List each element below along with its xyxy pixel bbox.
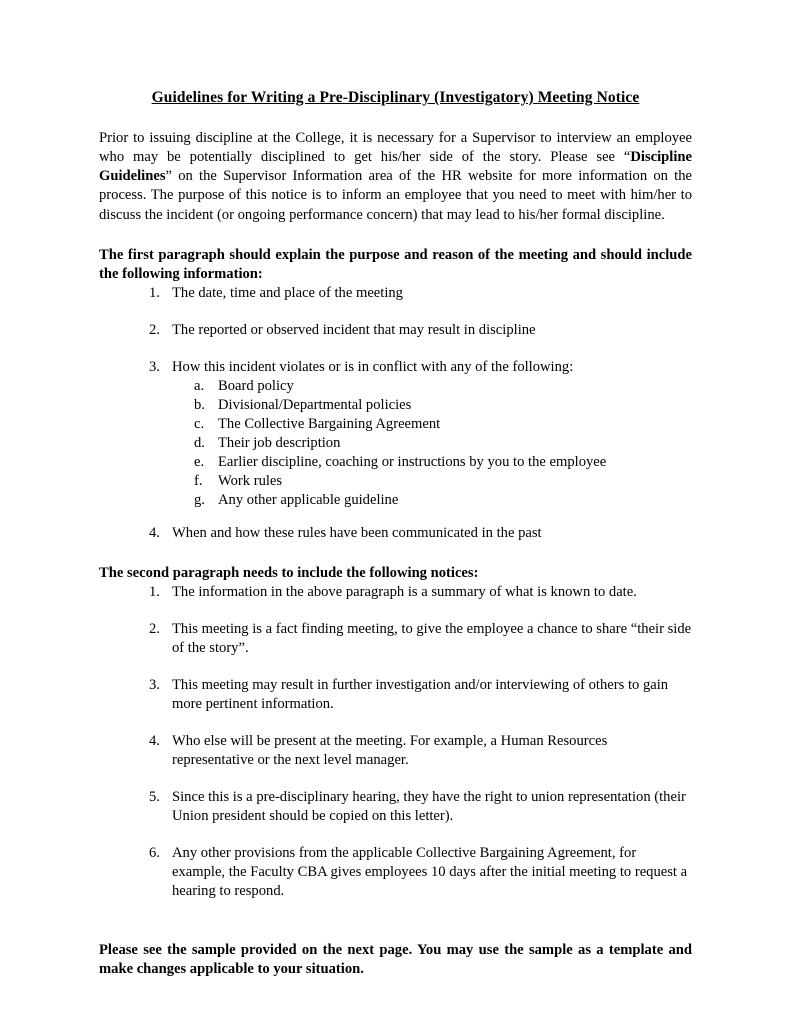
sublist-item [99, 415, 692, 434]
list-item [99, 321, 692, 340]
list-item-text: The date, time and place of the meeting [172, 284, 403, 301]
sublist-item [99, 491, 692, 510]
list-marker: 1. [149, 284, 160, 301]
list-item-text: How this incident violates or is in conflict with any of the following: [172, 358, 574, 375]
list-marker: 3. [149, 358, 160, 375]
sublist-item [99, 434, 692, 453]
list-item-text: When and how these rules have been communicated in the past [172, 524, 542, 541]
intro-paragraph [99, 129, 692, 224]
section-one-sublist [99, 377, 692, 510]
sublist-item-text: Earlier discipline, coaching or instructions by you to the employee [218, 453, 607, 470]
list-marker: 5. [149, 789, 160, 806]
list-item [99, 676, 692, 714]
list-marker: 4. [149, 524, 160, 541]
sublist-marker: e. [194, 453, 205, 470]
sublist-marker: g. [194, 491, 205, 508]
list-marker: 6. [149, 845, 160, 862]
list-item-text: Who else will be present at the meeting. For example, a Human Resources representative or the next level manager. [172, 733, 608, 769]
sublist-item-text: Any other applicable guideline [218, 491, 399, 508]
spacer [99, 225, 692, 246]
sublist-item [99, 453, 692, 472]
section-one-list-continued [99, 524, 692, 543]
intro-text-part2: ” on the Supervisor Information area of the HR website for more information on the process. The purpose of this notice is to inform an employee that you need to meet with him/her to discuss the incident (or ongoing performance concern) that may lead to his/her formal discipline. [99, 168, 692, 223]
section-two-heading: The second paragraph needs to include the following notices: [99, 564, 479, 581]
sublist-item-text: Board policy [218, 377, 294, 394]
list-marker: 2. [149, 621, 160, 637]
list-item-text: The information in the above paragraph is a summary of what is known to date. [172, 583, 637, 600]
list-item [99, 524, 692, 543]
document-body [99, 88, 692, 979]
sublist-marker: a. [194, 377, 205, 394]
list-marker: 3. [149, 677, 160, 694]
list-item-text: This meeting is a fact finding meeting, to give the employee a chance to share “their side of the story”. [172, 621, 692, 657]
list-item [99, 732, 692, 770]
list-item-text: Since this is a pre-disciplinary hearing, they have the right to union representation (their Union president should be copied on this letter). [172, 789, 686, 825]
sublist-marker: b. [194, 396, 205, 413]
intro-text-part1: Prior to issuing discipline at the College, it is necessary for a Supervisor to interview an employee who may be potentially disciplined to get his/her side of the story. Please see “ [99, 130, 692, 166]
spacer [99, 510, 692, 524]
section-two-list [99, 583, 692, 901]
section-one-list [99, 284, 692, 377]
sublist-item [99, 472, 692, 491]
closing-paragraph: Please see the sample provided on the next page. You may use the sample as a template and make changes applicable to your situation. [99, 942, 692, 978]
list-marker: 4. [149, 733, 160, 750]
spacer [99, 543, 692, 564]
sublist-marker: f. [194, 472, 203, 489]
list-item [99, 358, 692, 377]
section-one-heading: The first paragraph should explain the purpose and reason of the meeting and should include the following information: [99, 246, 692, 282]
list-item-text: Any other provisions from the applicable Collective Bargaining Agreement, for example, the Faculty CBA gives employees 10 days after the initial meeting to request a hearing to respond. [172, 845, 688, 900]
list-item [99, 844, 692, 901]
page-title: Guidelines for Writing a Pre-Disciplinary (Investigatory) Meeting Notice [151, 89, 640, 106]
sublist-item [99, 396, 692, 415]
list-item [99, 284, 692, 303]
sublist-item-text: Work rules [218, 472, 283, 489]
sublist-item [99, 377, 692, 396]
list-marker: 1. [149, 583, 160, 600]
list-item [99, 583, 692, 602]
sublist-marker: d. [194, 434, 205, 451]
list-marker: 2. [149, 321, 160, 338]
sublist-item-text: Their job description [218, 434, 341, 451]
list-item-text: This meeting may result in further investigation and/or interviewing of others to gain more pertinent information. [172, 677, 669, 713]
spacer [99, 901, 692, 941]
list-item [99, 620, 692, 658]
list-item [99, 788, 692, 826]
sublist-marker: c. [194, 415, 205, 432]
sublist-item-text: The Collective Bargaining Agreement [218, 415, 441, 432]
intro-emphasis-discipline-guidelines: Discipline Guidelines [99, 149, 692, 185]
sublist-item-text: Divisional/Departmental policies [218, 396, 412, 413]
list-item-text: The reported or observed incident that may result in discipline [172, 321, 536, 338]
